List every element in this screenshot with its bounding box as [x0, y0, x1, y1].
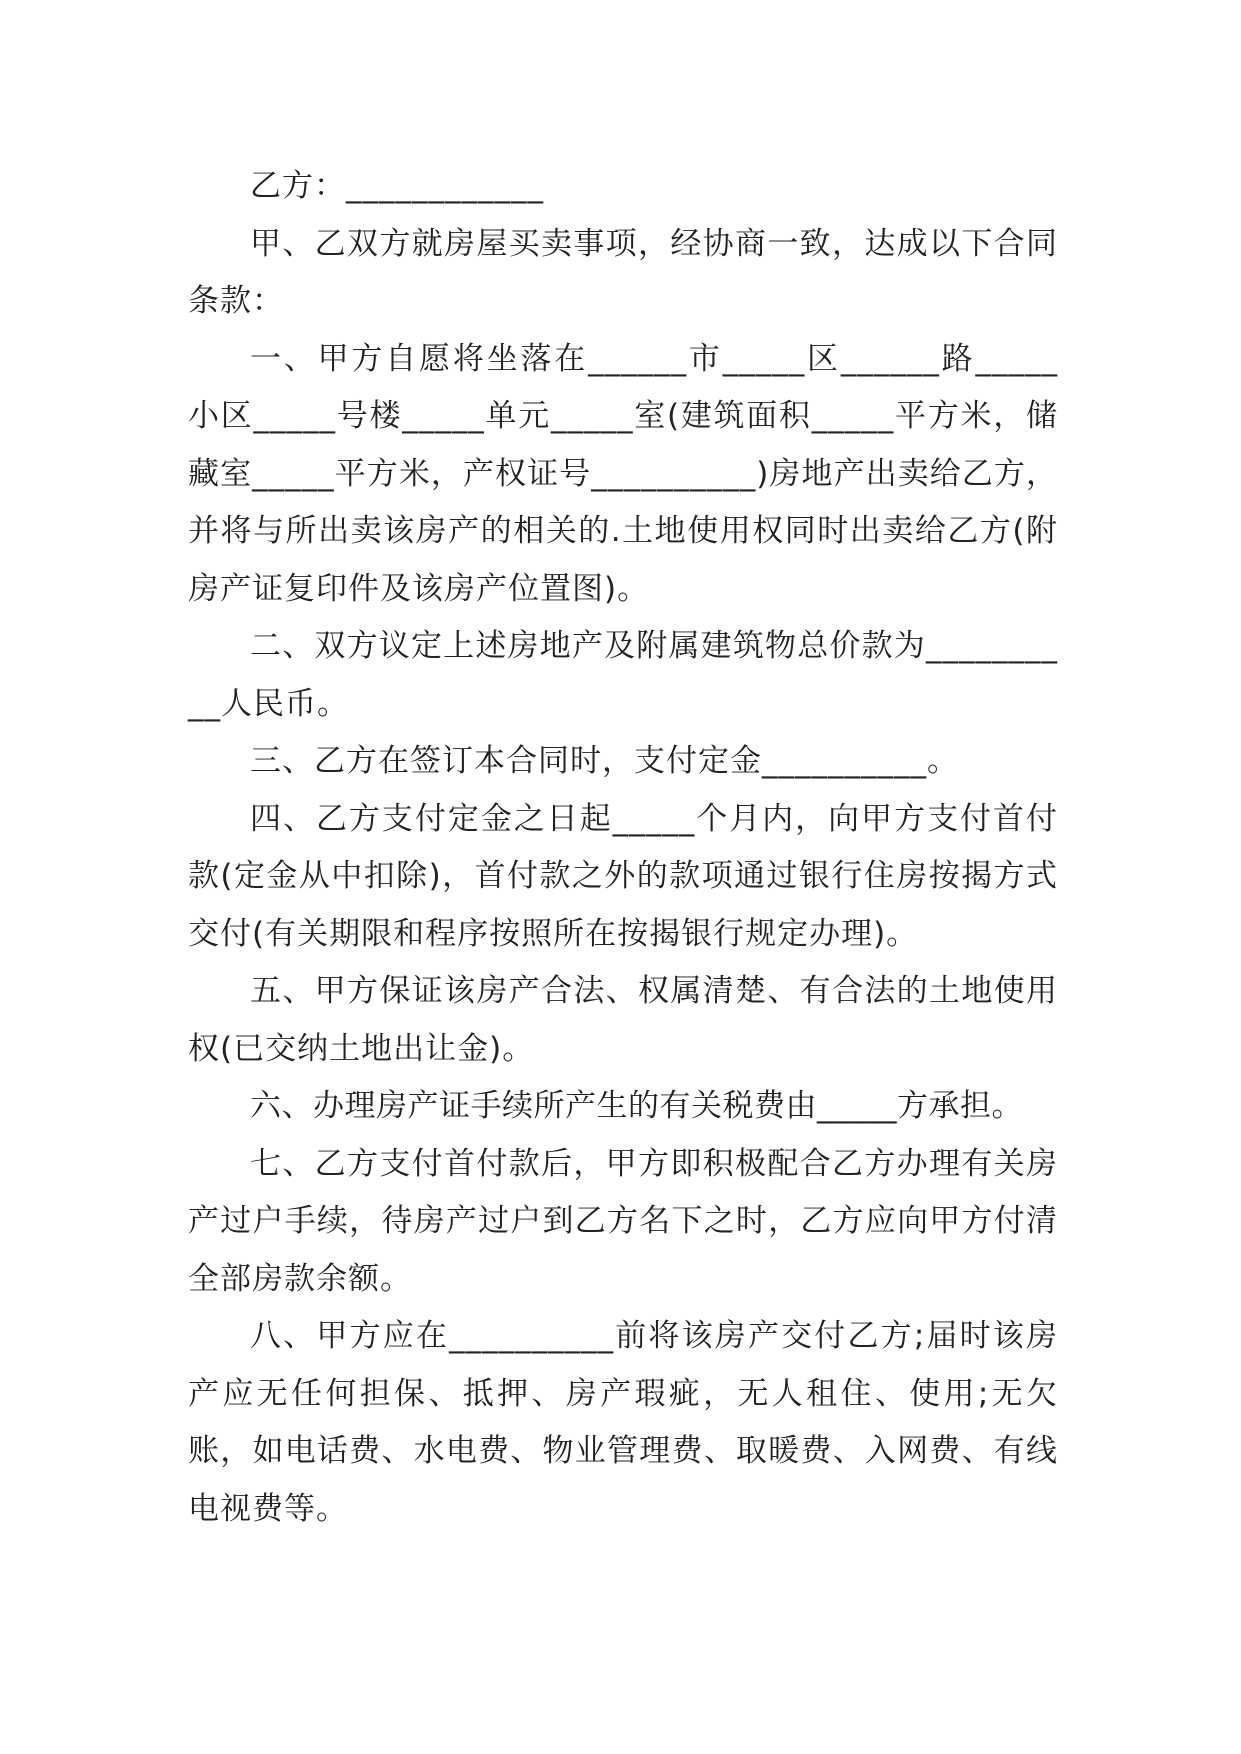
clause-6: 六、办理房产证手续所产生的有关税费由_____方承担。 — [250, 1088, 1023, 1124]
party-b-line: 乙方：____________ — [250, 168, 544, 204]
preamble-paragraph: 甲、乙双方就房屋买卖事项，经协商一致，达成以下合同条款： — [188, 225, 1058, 319]
clause-3: 三、乙方在签订本合同时，支付定金__________。 — [250, 743, 959, 779]
clause-7: 七、乙方支付首付款后，甲方即积极配合乙方办理有关房产过户手续，待房产过户到乙方名下之时，乙方应向甲方付清全部房款余额。 — [188, 1145, 1058, 1297]
clause-2: 二、双方议定上述房地产及附属建筑物总价款为__________人民币。 — [188, 628, 1058, 722]
clause-4: 四、乙方支付定金之日起_____个月内，向甲方支付首付款(定金从中扣除)，首付款之外的款项通过银行住房按揭方式交付(有关期限和程序按照所在按揭银行规定办理)。 — [188, 800, 1058, 952]
clause-8: 八、甲方应在__________前将该房产交付乙方;届时该房产应无任何担保、抵押、房产瑕疵，无人租住、使用;无欠账，如电话费、水电费、物业管理费、取暖费、入网费、有线电视费等。 — [188, 1318, 1058, 1527]
contract-body — [188, 158, 1058, 1538]
clause-1: 一、甲方自愿将坐落在______市_____区______路_____小区_____号楼_____单元_____室(建筑面积_____平方米，储藏室_____平方米，产权证号__________)房地产出卖给乙方，并将与所出卖该房产的相关的.土地使用权同时出卖给乙方(附房产证复印件及该房产位置图)。 — [188, 340, 1058, 607]
clause-5: 五、甲方保证该房产合法、权属清楚、有合法的土地使用权(已交纳土地出让金)。 — [188, 973, 1058, 1067]
